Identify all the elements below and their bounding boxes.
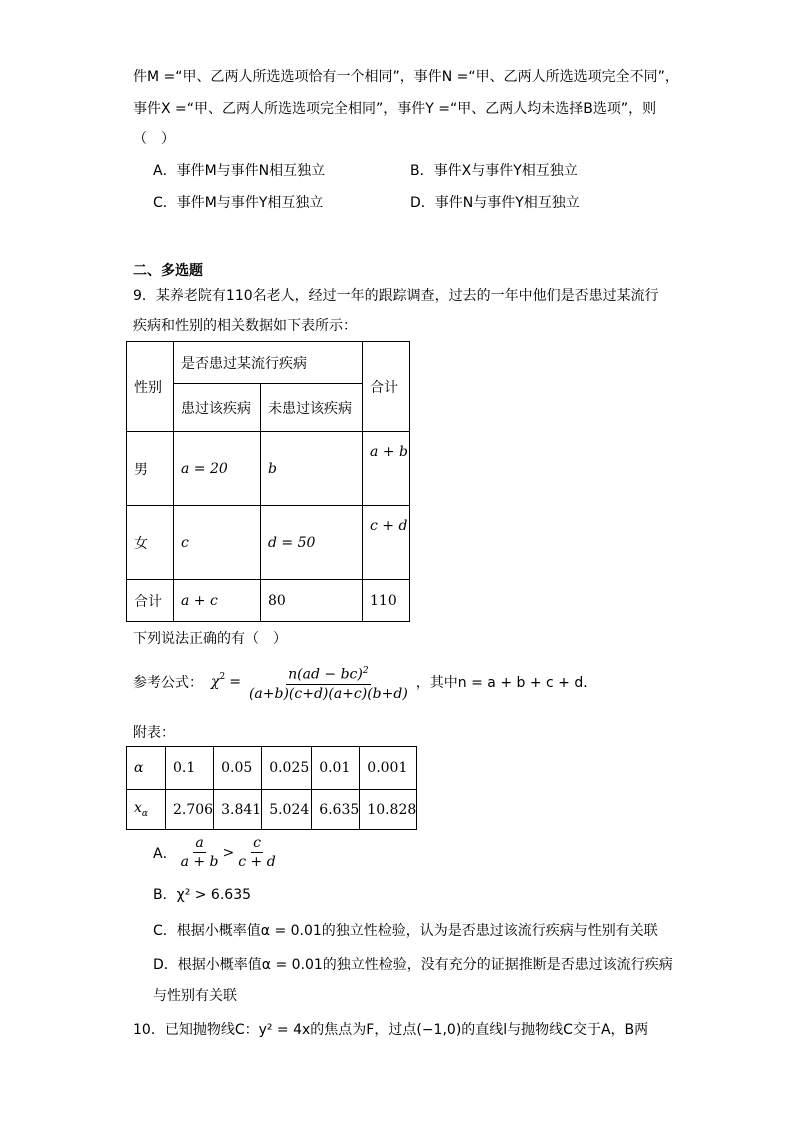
appendix-label: 附表： <box>133 725 175 741</box>
header-gender: 性别 <box>127 342 174 432</box>
q9-option-d-line1: D．根据小概率值α = 0.01的独立性检验，没有充分的证据推断是否患过该流行疾病 <box>153 957 673 973</box>
appendix-alpha-5: 0.001 <box>360 747 417 790</box>
section-title-multiple-choice: 二、多选题 <box>133 263 203 279</box>
option-a-label: A． <box>153 845 177 862</box>
q8-option-b: B．事件X与事件Y相互独立 <box>410 163 578 179</box>
q8-line3: （ ） <box>133 131 175 147</box>
formula-chi-exp: 2 <box>219 672 226 682</box>
cell-female-no: d = 50 <box>261 506 363 580</box>
option-a-frac1: $\frac{a}{a + b}$ <box>180 835 219 870</box>
q8-line2: 事件X =“甲、乙两人所选选项完全相同”，事件Y =“甲、乙两人均未选择B选项”，则 <box>133 101 657 117</box>
row-label-total: 合计 <box>127 580 174 622</box>
appendix-alpha-label: α <box>127 747 166 790</box>
formula-denominator: (a+b)(c+d)(a+c)(b+d) <box>248 685 408 702</box>
q9-contingency-table <box>126 341 410 622</box>
header-disease: 是否患过某流行疾病 <box>174 342 363 384</box>
appendix-alpha-3: 0.025 <box>262 747 312 790</box>
q10-stem-line1: 10．已知抛物线C：y² = 4x的焦点为F，过点(−1,0)的直线l与抛物线C交于A，B两 <box>133 1022 649 1038</box>
q9-option-a <box>153 834 280 871</box>
appendix-alpha-4: 0.01 <box>312 747 360 790</box>
q9-option-d-line2: 与性别有关联 <box>153 988 237 1004</box>
option-a-gt: > <box>222 844 235 861</box>
cell-male-no: b <box>261 432 363 506</box>
row-label-female: 女 <box>127 506 174 580</box>
q9-reference-formula <box>133 662 597 703</box>
q9-stem-line1: 9．某养老院有110名老人，经过一年的跟踪调查，过去的一年中他们是否患过某流行 <box>133 288 659 304</box>
cell-female-total: c + d <box>363 506 410 580</box>
option-a-frac2: $\frac{c}{c + d}$ <box>238 835 276 870</box>
q9-prompt: 下列说法正确的有（ ） <box>133 631 287 647</box>
appendix-x-5: 10.828 <box>360 790 417 830</box>
cell-total-total: 110 <box>363 580 410 622</box>
cell-male-had: a = 20 <box>174 432 261 506</box>
header-total: 合计 <box>363 342 410 432</box>
appendix-x-1: 2.706 <box>166 790 214 830</box>
appendix-alpha-2: 0.05 <box>214 747 262 790</box>
q8-option-c: C．事件M与事件Y相互独立 <box>153 195 324 211</box>
q8-line1: 件M =“甲、乙两人所选选项恰有一个相同”，事件N =“甲、乙两人所选选项完全不同”， <box>133 69 679 85</box>
formula-equals: = <box>229 674 241 691</box>
header-no-disease: 未患过该疾病 <box>261 384 363 432</box>
q9-stem-line2: 疾病和性别的相关数据如下表所示： <box>133 318 357 334</box>
cell-female-had: c <box>174 506 261 580</box>
formula-numerator: n(ad − bc)$^2$ <box>286 662 370 685</box>
appendix-x-4: 6.635 <box>312 790 360 830</box>
q9-option-b: B．χ² > 6.635 <box>153 887 252 903</box>
q8-option-d: D．事件N与事件Y相互独立 <box>410 195 580 211</box>
row-label-male: 男 <box>127 432 174 506</box>
q9-option-c: C．根据小概率值α = 0.01的独立性检验，认为是否患过该流行疾病与性别有关联 <box>153 923 658 939</box>
appendix-x-2: 3.841 <box>214 790 262 830</box>
appendix-x-label: $x_\alpha$ <box>127 790 166 830</box>
appendix-table <box>126 746 417 830</box>
appendix-x-3: 5.024 <box>262 790 312 830</box>
cell-total-no: 80 <box>261 580 363 622</box>
formula-tail: ，其中n = a + b + c + d． <box>415 675 598 692</box>
cell-total-had: a + c <box>174 580 261 622</box>
formula-label: 参考公式： <box>133 675 203 692</box>
appendix-alpha-1: 0.1 <box>166 747 214 790</box>
formula-chi: χ <box>211 674 220 691</box>
formula-fraction <box>247 662 410 703</box>
q8-option-a: A．事件M与事件N相互独立 <box>153 163 326 179</box>
cell-male-total: a + b <box>363 432 410 506</box>
header-had-disease: 患过该疾病 <box>174 384 261 432</box>
